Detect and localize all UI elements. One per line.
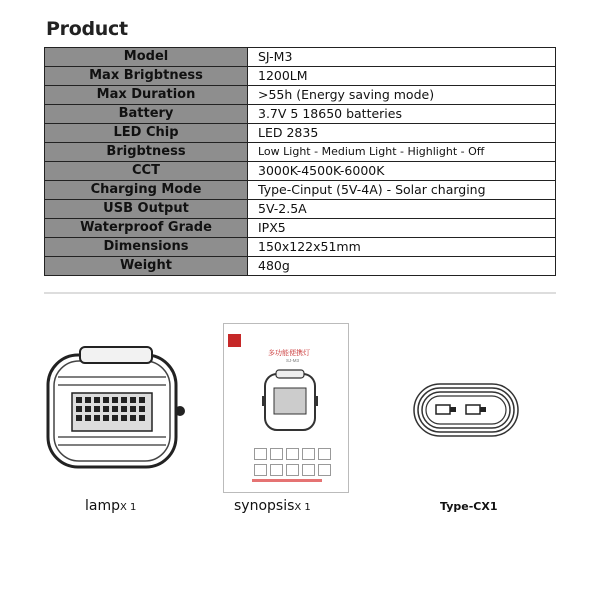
feature-icon-grid — [254, 448, 329, 476]
synopsis-name: synopsis — [234, 498, 295, 514]
spec-value: SJ-M3 — [248, 48, 556, 67]
feature-icon — [318, 464, 331, 476]
spec-value: 3000K-4500K-6000K — [248, 162, 556, 181]
spec-value: 5V-2.5A — [248, 200, 556, 219]
table-row — [45, 105, 556, 124]
feature-icon — [270, 464, 283, 476]
table-row — [45, 181, 556, 200]
spec-key: Model — [45, 48, 248, 67]
synopsis-booklet — [223, 323, 349, 493]
cable-name: Type-CX1 — [440, 500, 498, 513]
spec-value: 1200LM — [248, 67, 556, 86]
lamp-name: lamp — [85, 498, 120, 514]
table-row — [45, 200, 556, 219]
feature-icon — [286, 464, 299, 476]
table-row — [45, 67, 556, 86]
spec-key: Max Duration — [45, 86, 248, 105]
table-row — [45, 143, 556, 162]
spec-key: Charging Mode — [45, 181, 248, 200]
synopsis-qty: X 1 — [294, 502, 311, 513]
spec-value: 480g — [248, 257, 556, 276]
feature-icon — [318, 448, 331, 460]
spec-key: USB Output — [45, 200, 248, 219]
cable-illustration — [408, 372, 528, 452]
lamp-caption — [85, 498, 136, 514]
spec-key: Weight — [45, 257, 248, 276]
spec-value: Low Light - Medium Light - Highlight - Off — [248, 143, 556, 162]
spec-value: >55h (Energy saving mode) — [248, 86, 556, 105]
feature-icon — [302, 448, 315, 460]
booklet-model: SJ-M3 — [286, 358, 300, 363]
page-title: Product — [46, 18, 128, 40]
feature-icon — [270, 448, 283, 460]
feature-icon — [302, 464, 315, 476]
booklet-lamp-icon — [262, 368, 318, 438]
table-row — [45, 48, 556, 67]
lamp-illustration — [40, 345, 190, 475]
feature-icon — [254, 464, 267, 476]
table-row — [45, 219, 556, 238]
spec-key: Max Brigbtness — [45, 67, 248, 86]
synopsis-caption — [234, 498, 311, 514]
spec-key: LED Chip — [45, 124, 248, 143]
spec-value: Type-Cinput (5V-4A) - Solar charging — [248, 181, 556, 200]
spec-value: 150x122x51mm — [248, 238, 556, 257]
spec-key: Battery — [45, 105, 248, 124]
table-row — [45, 86, 556, 105]
feature-icon — [286, 448, 299, 460]
spec-key: Dimensions — [45, 238, 248, 257]
spec-key: CCT — [45, 162, 248, 181]
booklet-footer — [252, 479, 322, 482]
spec-value: IPX5 — [248, 219, 556, 238]
lamp-qty: X 1 — [120, 502, 137, 513]
spec-table — [44, 47, 556, 276]
spec-value: LED 2835 — [248, 124, 556, 143]
booklet-title: 多功能便携灯 — [268, 350, 310, 357]
spec-value: 3.7V 5 18650 batteries — [248, 105, 556, 124]
cable-caption — [440, 500, 497, 513]
table-row — [45, 124, 556, 143]
spec-key: Brigbtness — [45, 143, 248, 162]
table-row — [45, 162, 556, 181]
spec-key: Waterproof Grade — [45, 219, 248, 238]
table-row — [45, 257, 556, 276]
table-row — [45, 238, 556, 257]
brand-logo-icon — [228, 334, 241, 347]
table-underline — [44, 292, 556, 294]
feature-icon — [254, 448, 267, 460]
